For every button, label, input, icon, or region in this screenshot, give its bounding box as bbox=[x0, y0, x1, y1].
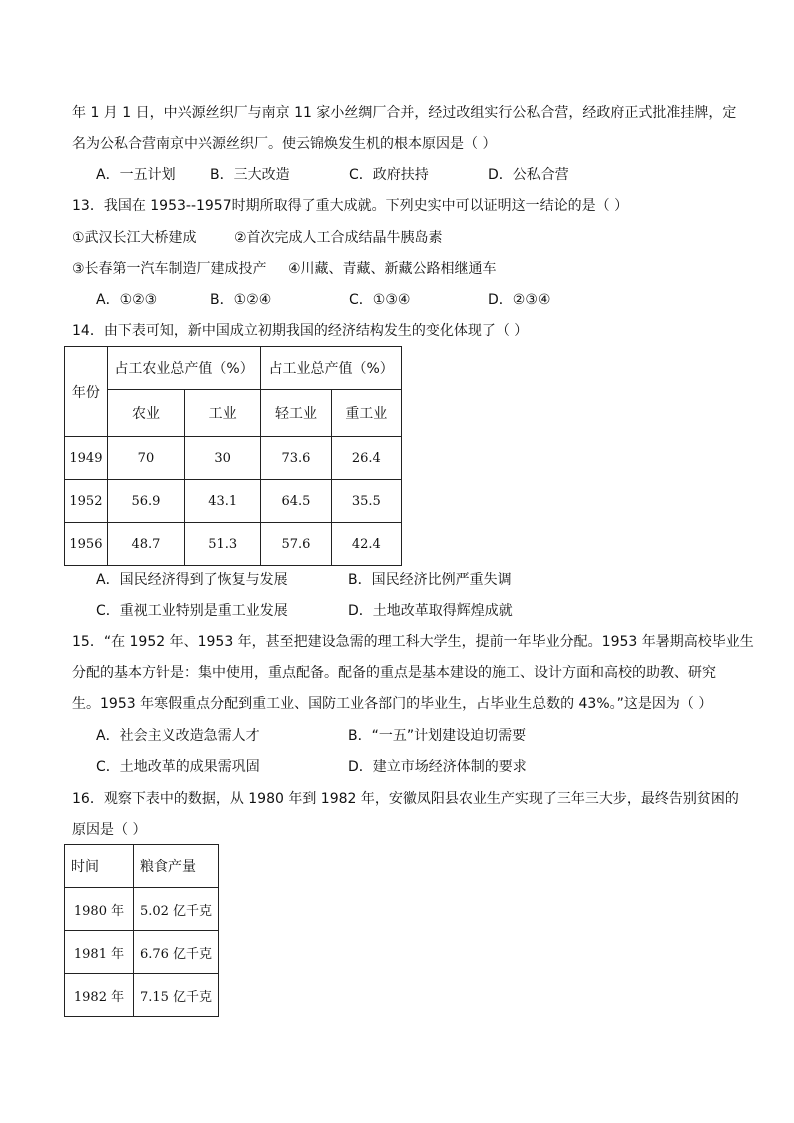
q16-line-1: 16．观察下表中的数据，从 1980 年到 1982 年，安徽凤阳县农业生产实现了三年三大步，最终告别贫困的 bbox=[72, 791, 739, 807]
q14-data-table bbox=[64, 346, 402, 566]
table-cell: 1982 年 bbox=[65, 974, 134, 1017]
q15-option-b[interactable]: B．“一五”计划建设迫切需要 bbox=[348, 728, 527, 744]
table-cell: 56.9 bbox=[107, 480, 184, 523]
q14-option-c[interactable]: C．重视工业特别是重工业发展 bbox=[96, 603, 288, 619]
q13-item-3: ③长春第一汽车制造厂建成投产 bbox=[72, 261, 267, 277]
q15-line-2: 分配的基本方针是：集中使用，重点配备。配备的重点是基本建设的施工、设计方面和高校的助教、研究 bbox=[72, 665, 716, 681]
q14-sub-header: 重工业 bbox=[331, 390, 401, 437]
table-cell: 48.7 bbox=[107, 523, 184, 566]
table-cell: 35.5 bbox=[331, 480, 401, 523]
q14-stem: 14．由下表可知，新中国成立初期我国的经济结构发生的变化体现了（ ） bbox=[72, 323, 529, 339]
table-cell: 70 bbox=[107, 437, 184, 480]
q16-data-table bbox=[64, 844, 219, 1017]
q14-group1-header: 占工农业总产值（%） bbox=[107, 347, 260, 390]
table-cell: 1956 bbox=[65, 523, 108, 566]
q14-option-d[interactable]: D．土地改革取得辉煌成就 bbox=[348, 603, 513, 619]
intro-option-d[interactable]: D．公私合营 bbox=[488, 167, 569, 183]
table-row bbox=[65, 974, 219, 1017]
intro-line-1: 年 1 月 1 日，中兴源丝织厂与南京 11 家小丝绸厂合并，经过改组实行公私合营，经政府正式批准挂牌，定 bbox=[72, 105, 737, 121]
q13-stem: 13．我国在 1953--1957时期所取得了重大成就。下列史实中可以证明这一结论的是（ ） bbox=[72, 198, 629, 214]
table-row bbox=[65, 437, 402, 480]
table-cell: 64.5 bbox=[261, 480, 331, 523]
table-cell: 5.02 亿千克 bbox=[134, 888, 219, 931]
table-row bbox=[65, 931, 219, 974]
q16-line-2: 原因是（ ） bbox=[72, 822, 147, 838]
table-cell: 1949 bbox=[65, 437, 108, 480]
table-cell: 43.1 bbox=[185, 480, 261, 523]
table-row bbox=[65, 480, 402, 523]
table-cell: 30 bbox=[185, 437, 261, 480]
q14-group2-header: 占工业总产值（%） bbox=[261, 347, 402, 390]
intro-option-b[interactable]: B．三大改造 bbox=[210, 167, 290, 183]
q13-option-d[interactable]: D．②③④ bbox=[488, 292, 551, 308]
q16-header-output: 粮食产量 bbox=[134, 845, 219, 888]
intro-option-c[interactable]: C．政府扶持 bbox=[349, 167, 429, 183]
intro-line-2: 名为公私合营南京中兴源丝织厂。使云锦焕发生机的根本原因是（ ） bbox=[72, 136, 497, 152]
table-cell: 42.4 bbox=[331, 523, 401, 566]
q14-sub-header: 轻工业 bbox=[261, 390, 331, 437]
table-cell: 1981 年 bbox=[65, 931, 134, 974]
q14-option-b[interactable]: B．国民经济比例严重失调 bbox=[348, 572, 512, 588]
q13-item-4: ④川藏、青藏、新藏公路相继通车 bbox=[288, 261, 497, 277]
q16-header-time: 时间 bbox=[65, 845, 134, 888]
q13-item-2: ②首次完成人工合成结晶牛胰岛素 bbox=[234, 230, 443, 246]
table-cell: 73.6 bbox=[261, 437, 331, 480]
table-cell: 7.15 亿千克 bbox=[134, 974, 219, 1017]
table-cell: 1980 年 bbox=[65, 888, 134, 931]
q13-option-c[interactable]: C．①③④ bbox=[349, 292, 411, 308]
table-cell: 1952 bbox=[65, 480, 108, 523]
q15-line-3: 生。1953 年寒假重点分配到重工业、国防工业各部门的毕业生，占毕业生总数的 43%。”这是因为（ ） bbox=[72, 696, 713, 712]
q15-line-1: 15．“在 1952 年、1953 年，甚至把建设急需的理工科大学生，提前一年毕业分配。1953 年暑期高校毕业生 bbox=[72, 634, 754, 650]
q15-option-d[interactable]: D．建立市场经济体制的要求 bbox=[348, 759, 527, 775]
table-cell: 26.4 bbox=[331, 437, 401, 480]
q14-sub-header: 工业 bbox=[185, 390, 261, 437]
intro-option-a[interactable]: A．一五计划 bbox=[96, 167, 176, 183]
q15-option-a[interactable]: A．社会主义改造急需人才 bbox=[96, 728, 260, 744]
table-row bbox=[65, 888, 219, 931]
table-cell: 51.3 bbox=[185, 523, 261, 566]
q13-item-1: ①武汉长江大桥建成 bbox=[72, 230, 197, 246]
table-cell: 6.76 亿千克 bbox=[134, 931, 219, 974]
table-row bbox=[65, 523, 402, 566]
q13-option-a[interactable]: A．①②③ bbox=[96, 292, 158, 308]
q14-sub-header: 农业 bbox=[107, 390, 184, 437]
q13-option-b[interactable]: B．①②④ bbox=[210, 292, 272, 308]
q14-year-header: 年份 bbox=[65, 347, 108, 437]
q15-option-c[interactable]: C．土地改革的成果需巩固 bbox=[96, 759, 260, 775]
table-cell: 57.6 bbox=[261, 523, 331, 566]
q14-option-a[interactable]: A．国民经济得到了恢复与发展 bbox=[96, 572, 288, 588]
